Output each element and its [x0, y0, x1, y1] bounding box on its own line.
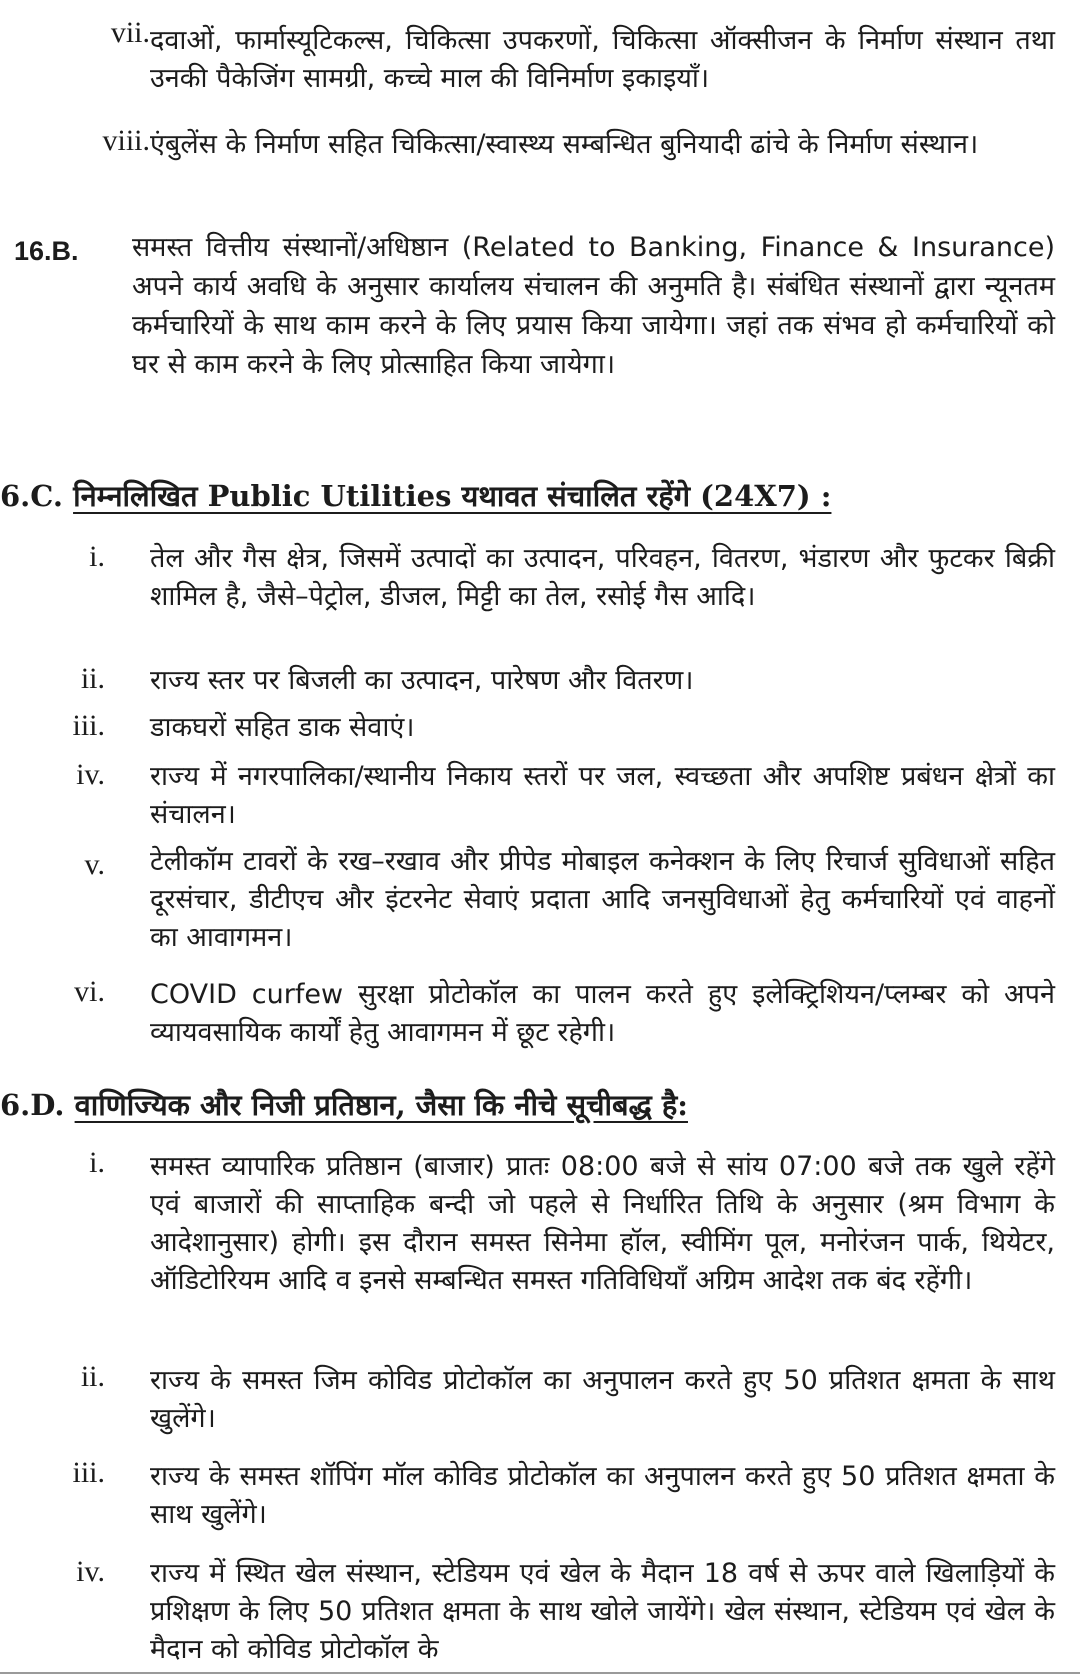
section-heading-text: निम्नलिखित Public Utilities यथावत संचालित रहेंगे (24X7) : — [73, 479, 832, 513]
section-text: समस्त वित्तीय संस्थानों/अधिष्ठान (Related to Banking, Finance & Insurance) अपने कार्य अवधि के अनुसार कार्यालय संचालन की अनुमति है। संबंधित संस्थानों द्वारा न्यूनतम कर्मचारियों के साथ काम करने के लिए प्रयास किया जायेगा। जहां तक संभव हो कर्मचारियों को घर से काम करने के लिए प्रोत्साहित किया जायेगा। — [132, 232, 1055, 380]
item-text: राज्य के समस्त शॉपिंग मॉल कोविड प्रोटोकॉल का अनुपालन करते हुए 50 प्रतिशत क्षमता के साथ खुलेंगे। — [150, 1461, 1055, 1530]
item-text: डाकघरों सहित डाक सेवाएं। — [150, 712, 415, 743]
item-number: i. — [89, 540, 105, 573]
item-text: राज्य में नगरपालिका/स्थानीय निकाय स्तरों पर जल, स्वच्छता और अपशिष्ट प्रबंधन क्षेत्रों का संचालन। — [150, 761, 1055, 830]
item-number: iii. — [72, 709, 105, 742]
section-heading — [0, 476, 831, 515]
item-text: राज्य में स्थित खेल संस्थान, स्टेडियम एवं खेल के मैदान 18 वर्ष से ऊपर वाले खिलाड़ियों के प्रशिक्षण के लिए 50 प्रतिशत क्षमता के साथ खोले जायेंगे। खेल संस्थान, स्टेडियम एवं खेल के मैदान को कोविड प्रोटोकॉल के — [150, 1558, 1055, 1665]
section-number: 16.B. — [14, 236, 79, 266]
section-number: 6.C. — [0, 479, 63, 513]
item-number: vi. — [74, 975, 105, 1008]
item-number: iii. — [72, 1456, 105, 1489]
item-number: iv. — [76, 758, 105, 791]
item-text: टेलीकॉम टावरों के रख–रखाव और प्रीपेड मोबाइल कनेक्शन के लिए रिचार्ज सुविधाओं सहित दूरसंचार, डीटीएच और इंटरनेट सेवाएं प्रदाता आदि जनसुविधाओं हेतु कर्मचारियों एवं वाहनों का आवागमन। — [150, 846, 1055, 953]
item-text: राज्य के समस्त जिम कोविड प्रोटोकॉल का अनुपालन करते हुए 50 प्रतिशत क्षमता के साथ खुलेंगे। — [150, 1365, 1055, 1434]
item-number: vii. — [110, 16, 150, 49]
item-number: i. — [89, 1146, 105, 1179]
item-number: viii. — [102, 124, 150, 157]
item-text: एंबुलेंस के निर्माण सहित चिकित्सा/स्वास्थ्य सम्बन्धित बुनियादी ढांचे के निर्माण संस्थान। — [150, 129, 979, 160]
item-text: राज्य स्तर पर बिजली का उत्पादन, पारेषण और वितरण। — [150, 665, 694, 696]
section-heading-text: वाणिज्यिक और निजी प्रतिष्ठान, जैसा कि नीचे सूचीबद्ध है: — [74, 1088, 688, 1122]
item-text: तेल और गैस क्षेत्र, जिसमें उत्पादों का उत्पादन, परिवहन, वितरण, भंडारण और फुटकर बिक्री शामिल है, जैसे–पेट्रोल, डीजल, मिट्टी का तेल, रसोई गैस आदि। — [150, 543, 1055, 612]
section-heading — [0, 1085, 688, 1124]
item-text: समस्त व्यापारिक प्रतिष्ठान (बाजार) प्रातः 08:00 बजे से सांय 07:00 बजे तक खुले रहेंगे एवं बाजारों की साप्ताहिक बन्दी जो पहले से निर्धारित तिथि के अनुसार (श्रम विभाग के आदेशानुसार) होगी। इस दौरान समस्त सिनेमा हॉल, स्वीमिंग पूल, मनोरंजन पार्क, थियेटर, ऑडिटोरियम आदि व इनसे सम्बन्धित समस्त गतिविधियाँ अग्रिम आदेश तक बंद रहेंगी। — [150, 1151, 1055, 1296]
page-bottom-edge — [0, 1672, 1080, 1674]
item-number: v. — [84, 848, 105, 881]
section-number: 6.D. — [0, 1088, 65, 1122]
item-number: iv. — [76, 1555, 105, 1588]
item-number: ii. — [80, 1360, 105, 1393]
item-number: ii. — [80, 662, 105, 695]
item-text: दवाओं, फार्मास्यूटिकल्स, चिकित्सा उपकरणों, चिकित्सा ऑक्सीजन के निर्माण संस्थान तथा उनकी पैकेजिंग सामग्री, कच्चे माल की विनिर्माण इकाइयाँ। — [150, 25, 1055, 94]
item-text: COVID curfew सुरक्षा प्रोटोकॉल का पालन करते हुए इलेक्ट्रिशियन/प्लम्बर को अपने व्यायवसायिक कार्यों हेतु आवागमन में छूट रहेगी। — [150, 979, 1055, 1048]
